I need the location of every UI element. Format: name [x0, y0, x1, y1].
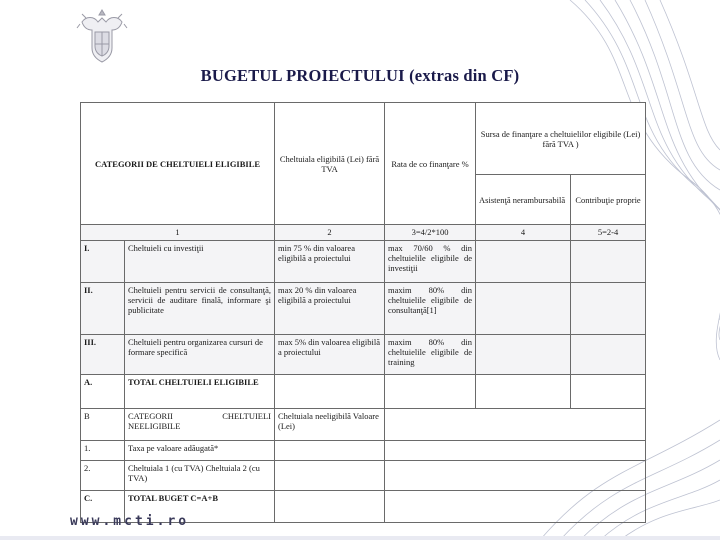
header-eligible-cost: Cheltuiala eligibilă (Lei) fără TVA — [275, 103, 385, 225]
header-funding-source: Sursa de finanţare a cheltuielilor eligibile (Lei) fără TVA ) — [476, 103, 646, 175]
row-code: I. — [81, 241, 125, 283]
footer-divider — [0, 536, 720, 540]
header-category: CATEGORII DE CHELTUIELI ELIGIBILE — [81, 103, 275, 225]
index-cell: 5=2-4 — [571, 225, 646, 241]
row-eligible: Cheltuiala neeligibilă Valoare (Lei) — [275, 409, 385, 441]
budget-table — [80, 102, 646, 523]
index-cell: 4 — [476, 225, 571, 241]
empty-cell — [385, 491, 646, 523]
empty-cell — [476, 283, 571, 335]
row-code: III. — [81, 335, 125, 375]
row-eligible: max 5% din valoarea eligibilă a proiectului — [275, 335, 385, 375]
row-label: Cheltuieli cu investiţii — [125, 241, 275, 283]
empty-cell — [571, 241, 646, 283]
row-label: Cheltuieli pentru organizarea cursuri de formare specifică — [125, 335, 275, 375]
index-cell: 2 — [275, 225, 385, 241]
row-label: Cheltuieli pentru servicii de consultanţă, servicii de auditare finală, informare şi publicitate — [125, 283, 275, 335]
table-row — [81, 335, 646, 375]
row-rate: maxim 80% din cheltuielile eligibile de consultanţă[1] — [385, 283, 476, 335]
empty-cell — [275, 441, 385, 461]
empty-cell — [476, 335, 571, 375]
row-code: B — [81, 409, 125, 441]
empty-cell — [385, 375, 476, 409]
row-code: II. — [81, 283, 125, 335]
page-title: BUGETUL PROIECTULUI (extras din CF) — [200, 66, 520, 85]
table-header-row — [81, 103, 646, 175]
empty-cell — [571, 375, 646, 409]
empty-cell — [385, 461, 646, 491]
empty-cell — [385, 409, 646, 441]
empty-cell — [275, 491, 385, 523]
index-cell: 1 — [81, 225, 275, 241]
empty-cell — [275, 375, 385, 409]
row-code: A. — [81, 375, 125, 409]
row-eligible: max 20 % din valoarea eligibilă a proiectului — [275, 283, 385, 335]
empty-cell — [571, 283, 646, 335]
row-label: Cheltuiala 1 (cu TVA) Cheltuiala 2 (cu TVA) — [125, 461, 275, 491]
empty-cell — [476, 375, 571, 409]
row-code: 1. — [81, 441, 125, 461]
table-index-row — [81, 225, 646, 241]
row-code: C. — [81, 491, 125, 523]
row-rate: maxim 80% din cheltuielile eligibile de training — [385, 335, 476, 375]
row-label: Taxa pe valoare adăugată* — [125, 441, 275, 461]
header-cofinancing-rate: Rata de co finanţare % — [385, 103, 476, 225]
table-row — [81, 461, 646, 491]
row-label: TOTAL BUGET C=A+B — [125, 491, 275, 523]
empty-cell — [476, 241, 571, 283]
table-row — [81, 375, 646, 409]
row-label: TOTAL CHELTUIELI ELIGIBILE — [125, 375, 275, 409]
row-eligible: min 75 % din valoarea eligibilă a proiectului — [275, 241, 385, 283]
empty-cell — [275, 461, 385, 491]
row-rate: max 70/60 % din cheltuielile eligibile de investiţii — [385, 241, 476, 283]
table-row — [81, 283, 646, 335]
table-row — [81, 441, 646, 461]
footer-website: www.mcti.ro — [70, 514, 190, 529]
empty-cell — [385, 441, 646, 461]
header-own-contribution: Contribuţie proprie — [571, 175, 646, 225]
coat-of-arms-logo — [76, 6, 128, 64]
header-grant: Asistenţă nerambursabilă — [476, 175, 571, 225]
index-cell: 3=4/2*100 — [385, 225, 476, 241]
empty-cell — [571, 335, 646, 375]
row-label: CATEGORII CHELTUIELI NEELIGIBILE — [125, 409, 275, 441]
table-row — [81, 409, 646, 441]
row-code: 2. — [81, 461, 125, 491]
table-row — [81, 241, 646, 283]
